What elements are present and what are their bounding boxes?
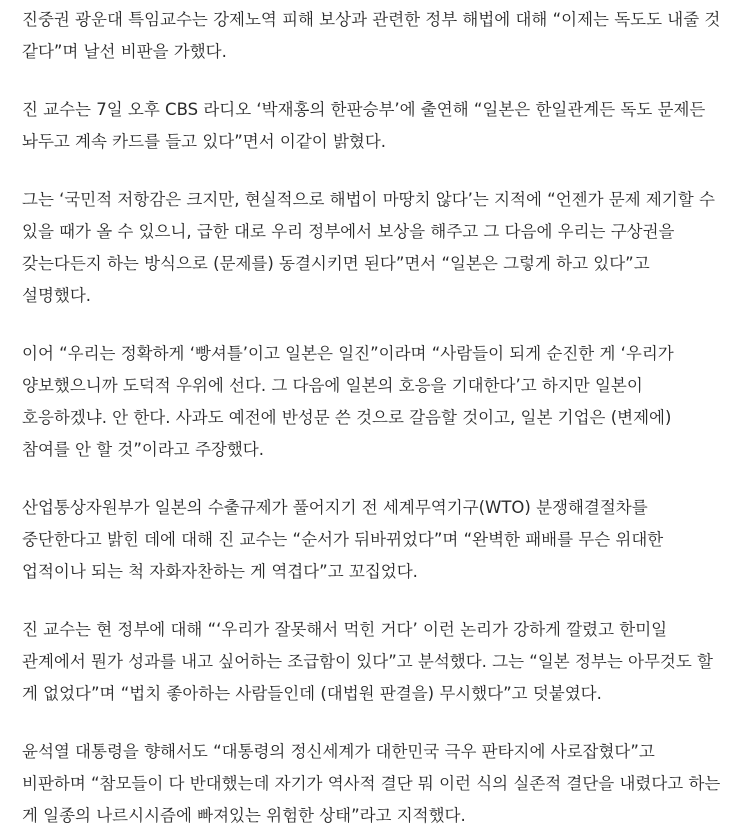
paragraph-6: 진 교수는 현 정부에 대해 “‘우리가 잘못해서 먹힌 거다’ 이런 논리가 강하게 깔렸고 한미일 관계에서 뭔가 성과를 내고 싶어하는 조급함이 있다”고 분석했다. 그는 “일본 정부는 아무것도 할 게 없었다”며 “법치 좋아하는 사람들인데 (대법원 판결을) 무시했다”고 덧붙였다. [22,620,713,703]
paragraph-2: 진 교수는 7일 오후 CBS 라디오 ‘박재홍의 한판승부’에 출연해 “일본은 한일관계든 독도 문제든 놔두고 계속 카드를 들고 있다”면서 이같이 밝혔다. [22,100,706,151]
paragraph-1: 진중권 광운대 특임교수는 강제노역 피해 보상과 관련한 정부 해법에 대해 “이제는 독도도 내줄 것 같다”며 날선 비판을 가했다. [22,10,721,61]
paragraph-3: 그는 ‘국민적 저항감은 크지만, 현실적으로 해법이 마땅치 않다’는 지적에 “언젠가 문제 제기할 수 있을 때가 올 수 있으니, 급한 대로 우리 정부에서 보상을 해주고 그 다음에 우리는 구상권을 갖는다든지 하는 방식으로 (문제를) 동결시키면 된다”면서 “일본은 그렇게 하고 있다”고 설명했다. [22,190,715,305]
paragraph-7: 윤석열 대통령을 향해서도 “대통령의 정신세계가 대한민국 극우 판타지에 사로잡혔다”고 비판하며 “참모들이 다 반대했는데 자기가 역사적 결단 뭐 이런 식의 실존적 결단을 내렸다고 하는 게 일종의 나르시시즘에 빠져있는 위험한 상태”라고 지적했다. [22,742,721,825]
paragraph-5: 산업통상자원부가 일본의 수출규제가 풀어지기 전 세계무역기구(WTO) 분쟁해결절차를 중단한다고 밝힌 데에 대해 진 교수는 “순서가 뒤바뀌었다”며 “완벽한 패배를 무슨 위대한 업적이나 되는 척 자화자찬하는 게 역겹다”고 꼬집었다. [22,498,664,581]
article-body [22,4,722,832]
paragraph-4: 이어 “우리는 정확하게 ‘빵셔틀’이고 일본은 일진”이라며 “사람들이 되게 순진한 게 ‘우리가 양보했으니까 도덕적 우위에 선다. 그 다음에 일본의 호응을 기대한다’고 하지만 일본이 호응하겠냐. 안 한다. 사과도 예전에 반성문 쓴 것으로 갈음할 것이고, 일본 기업은 (변제에) 참여를 안 할 것”이라고 주장했다. [22,344,674,459]
